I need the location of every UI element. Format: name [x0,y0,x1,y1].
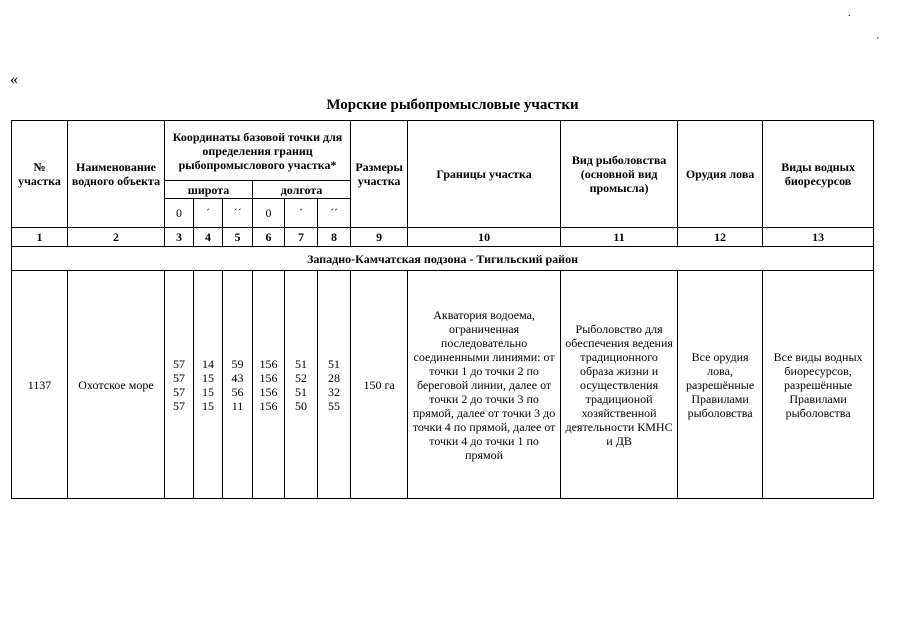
coord-value: 57 [173,398,185,413]
page-title: Морские рыбопромысловые участки [326,97,579,113]
header-gear: Орудия лова [678,121,763,228]
area-number: 1137 [12,271,68,499]
header-longitude: долгота [253,181,351,199]
fishing-gear: Все орудия лова, разрешённые Правилами рыболовства [678,271,763,499]
lat-sec-cell [223,271,253,499]
coord-value: 50 [295,398,307,413]
scan-mark: ' [877,36,879,47]
column-number: 9 [351,228,408,247]
fishing-type: Рыболовство для обеспечения ведения традиционного образа жизни и осуществления традиционой хозяйственной деятельности КМНС и ДВ [561,271,678,499]
species: Все виды водных биоресурсов, разрешённые Правилами рыболовства [763,271,874,499]
coord-value: 156 [259,370,278,385]
coord-value: 11 [231,398,244,413]
coord-value: 32 [328,384,341,399]
column-number: 2 [68,228,165,247]
coord-value: 156 [259,384,278,399]
coord-value: 51 [295,384,307,399]
header-fishing-type: Вид рыболовства (основной вид промысла) [561,121,678,228]
header-coordinates: Координаты базовой точки для определения границ рыбопромыслового участка* [165,121,351,181]
area-bounds: Акватория водоема, ограниченная последовательно соединенными линиями: от точки 1 до точки 2 по береговой линии, далее от точки 2 до точки 3 по прямой, далее от точки 3 до точки 4 по прямой, далее от точки 4 до точки 1 по прямой [408,271,561,499]
minute-symbol: ´ [194,199,223,228]
lon-sec-cell [318,271,351,499]
header-bounds: Границы участка [408,121,561,228]
coord-value: 57 [173,384,185,399]
coord-value: 57 [173,370,185,385]
lon-deg-cell [253,271,285,499]
coord-value: 59 [231,356,244,371]
coord-value: 15 [202,370,214,385]
scan-mark: . [848,8,851,19]
coord-value: 56 [231,384,244,399]
column-number: 11 [561,228,678,247]
column-number: 3 [165,228,194,247]
coord-value: 57 [173,356,185,371]
header-size: Размеры участка [351,121,408,228]
opening-quote: « [10,71,18,88]
column-number: 6 [253,228,285,247]
degree-symbol: 0 [253,199,285,228]
lon-min-cell [285,271,318,499]
header-num: № участка [12,121,68,228]
coord-value: 43 [231,370,244,385]
table-row [12,271,874,499]
column-number: 13 [763,228,874,247]
coord-value: 55 [328,398,341,413]
column-number: 7 [285,228,318,247]
coord-value: 51 [328,356,341,371]
minute-symbol: ´ [285,199,318,228]
lat-min-cell [194,271,223,499]
column-number: 1 [12,228,68,247]
header-latitude: широта [165,181,253,199]
coord-value: 52 [295,370,307,385]
coord-value: 156 [259,356,278,371]
coord-value: 28 [328,370,341,385]
coord-value: 51 [295,356,307,371]
fishing-areas-table [11,120,874,499]
column-number: 12 [678,228,763,247]
column-number: 8 [318,228,351,247]
column-number: 4 [194,228,223,247]
column-number-row [12,228,874,247]
header-species: Виды водных биоресурсов [763,121,874,228]
water-body-name: Охотское море [68,271,165,499]
degree-symbol: 0 [165,199,194,228]
zone-title: Западно-Камчатская подзона - Тигильский район [12,247,874,271]
column-number: 5 [223,228,253,247]
column-number: 10 [408,228,561,247]
coord-value: 14 [202,356,214,371]
coord-value: 15 [202,384,214,399]
coord-value: 15 [202,398,214,413]
area-size: 150 га [351,271,408,499]
second-symbol: ´´ [318,199,351,228]
lat-deg-cell [165,271,194,499]
second-symbol: ´´ [223,199,253,228]
coord-value: 156 [259,398,278,413]
header-water-body: Наименование водного объекта [68,121,165,228]
